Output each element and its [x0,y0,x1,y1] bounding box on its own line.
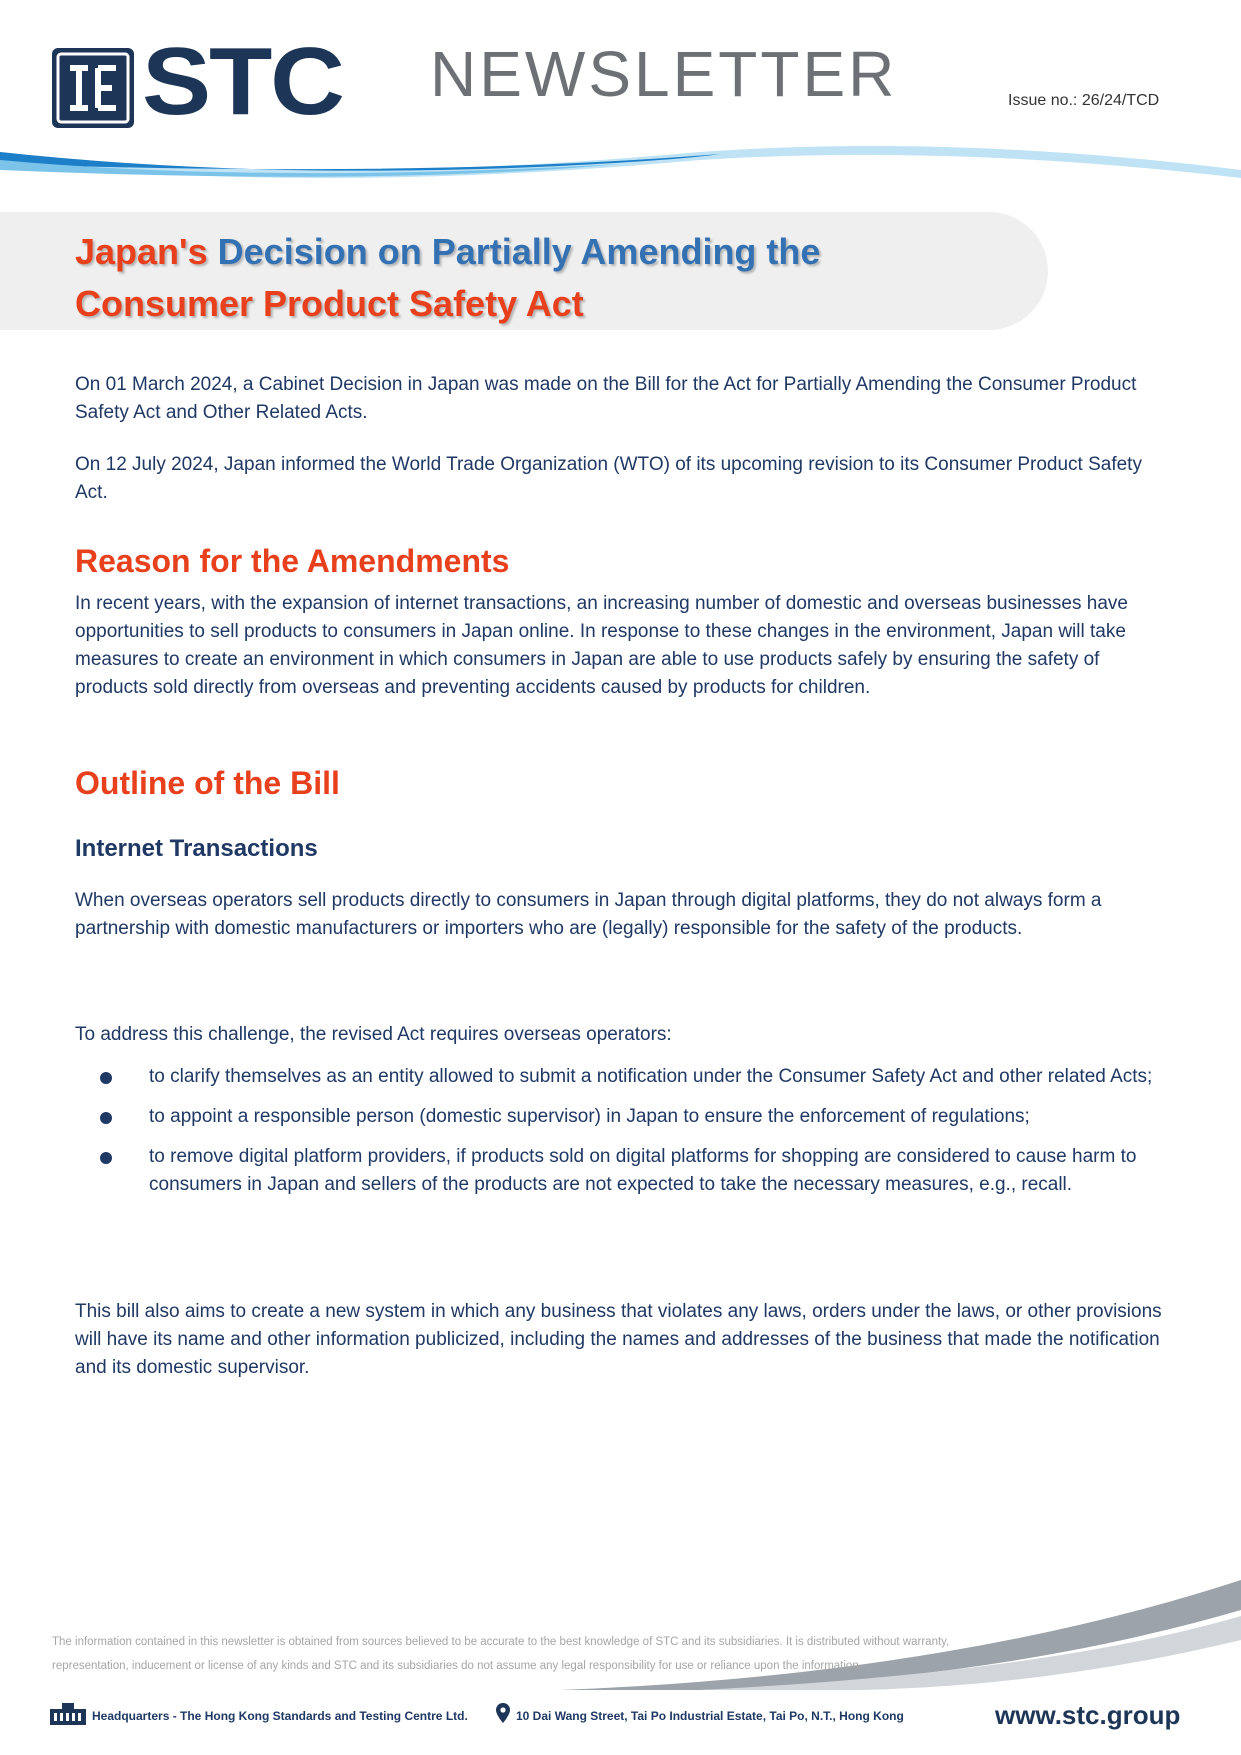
intro-paragraph-1: On 01 March 2024, a Cabinet Decision in Japan was made on the Bill for the Act for Partially Amending the Consumer Product Safety Act and Other Related Acts. [75,374,1137,423]
location-pin-icon [496,1703,510,1723]
list-item [75,1103,1175,1131]
bullet-dot-icon [100,1112,112,1124]
internet-transactions-subheading: Internet Transactions [75,835,318,862]
headline-part-2: Decision on Partially Amending the [217,231,821,272]
list-item-text: to appoint a responsible person (domestic supervisor) in Japan to ensure the enforcement of regulations; [149,1106,1030,1127]
headquarters-address: 10 Dai Wang Street, Tai Po Industrial Estate, Tai Po, N.T., Hong Kong [516,1709,904,1723]
requirements-list [75,1063,1175,1211]
headquarters-label: Headquarters - The Hong Kong Standards and Testing Centre Ltd. [92,1709,468,1723]
headline-part-3: Consumer Product Safety Act [75,283,584,324]
newsletter-title: NEWSLETTER [430,38,898,110]
building-icon [50,1703,86,1725]
issue-number: Issue no.: 26/24/TCD [1008,92,1160,109]
outline-paragraph-3: This bill also aims to create a new system in which any business that violates any laws, orders under the laws, or other provisions will have its name and other information publicized, including the names and addresses of the business that made the notification and its domestic supervisor. [75,1301,1162,1378]
list-item [75,1063,1175,1091]
reason-paragraph: In recent years, with the expansion of internet transactions, an increasing number of domestic and overseas businesses have opportunities to sell products to consumers in Japan online. In response to these changes in the environment, Japan will take measures to create an environment in which consumers in Japan are able to use products safely by ensuring the safety of products sold directly from overseas and preventing accidents caused by products for children. [75,593,1128,698]
disclaimer: The information contained in this newsletter is obtained from sources believed to be accurate to the best knowledge of STC and its subsidiaries. It is distributed without warranty, representation, inducement or license of any kinds and STC and its subsidiaries do not assume any legal responsibility for use or reliance upon the information. [52,1636,950,1672]
bullet-dot-icon [100,1152,112,1164]
stc-logo-text: STC [142,28,343,135]
outline-paragraph-2: To address this challenge, the revised Act requires overseas operators: [75,1024,672,1045]
intro-paragraph-2: On 12 July 2024, Japan informed the World Trade Organization (WTO) of its upcoming revision to its Consumer Product Safety Act. [75,454,1142,503]
bullet-dot-icon [100,1072,112,1084]
outline-heading: Outline of the Bill [75,765,340,801]
headline-part-1: Japan's [75,231,208,272]
header-swoosh-decoration [0,130,1241,210]
reason-heading: Reason for the Amendments [75,543,510,579]
list-item-text: to clarify themselves as an entity allowed to submit a notification under the Consumer Safety Act and other related Acts; [149,1066,1153,1087]
headline [75,226,975,330]
list-item [75,1143,1175,1199]
list-item-text: to remove digital platform providers, if products sold on digital platforms for shopping are considered to cause harm to consumers in Japan and sellers of the products are not expected to take the necessary measures, e.g., recall. [149,1146,1137,1195]
website-link[interactable]: www.stc.group [995,1700,1181,1730]
outline-paragraph-1: When overseas operators sell products directly to consumers in Japan through digital platforms, they do not always form a partnership with domestic manufacturers or importers who are (legally) responsible for the safety of the products. [75,890,1102,939]
stc-logo-mark [52,48,134,128]
